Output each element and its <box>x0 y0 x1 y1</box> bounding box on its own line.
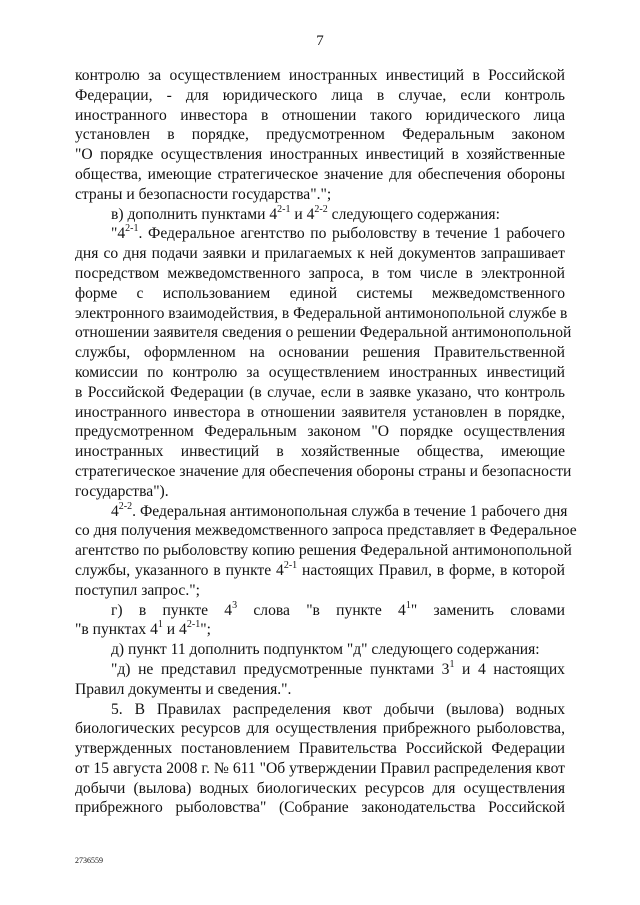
text-run: установлен в порядке, предусмотренном Федеральным законом <box>75 126 565 144</box>
text-run: поступил запрос."; <box>75 581 200 599</box>
text-run: иностранных инвестиций в хозяйственные общества, имеющие <box>75 443 565 461</box>
text-line <box>75 521 577 541</box>
text-line <box>75 66 565 86</box>
text-run: иностранного инвестора в отношении заявителя установлен в порядке, <box>75 403 565 421</box>
text-line <box>75 323 572 343</box>
text-line <box>75 185 565 205</box>
text-line <box>75 363 565 383</box>
text-line <box>75 86 565 106</box>
text-run: страны и безопасности государства"."; <box>75 185 332 203</box>
text-line <box>75 224 565 244</box>
text-run: службы, оформленном на основании решения Правительственной <box>75 344 565 362</box>
text-line <box>75 403 565 423</box>
text-run: "в пунктах 4 <box>75 621 158 639</box>
text-run: иностранного инвестора в отношении такого юридического лица <box>75 106 565 124</box>
text-line <box>75 640 565 660</box>
text-run: . Федеральная антимонопольная служба в течение 1 рабочего дня <box>132 502 568 520</box>
text-run: 5. В Правилах распределения квот добычи (вылова) водных <box>111 700 565 718</box>
text-run: комиссии по контролю за осуществлением иностранных инвестиций <box>75 363 565 381</box>
superscript: 3 <box>232 599 238 611</box>
text-run: и 4 настоящих <box>454 660 565 678</box>
text-run: электронного взаимодействия, в Федеральной антимонопольной службе в <box>75 304 568 322</box>
superscript: 2-1 <box>283 559 298 571</box>
text-run: следующего содержания: <box>327 205 500 223</box>
text-run: отношении заявителя сведения о решении Федеральной антимонопольной <box>75 324 572 342</box>
text-run: государства"). <box>75 482 169 500</box>
superscript: 1 <box>449 658 455 670</box>
text-line <box>75 106 565 126</box>
superscript: 2-2 <box>314 203 328 215</box>
text-run: 4 <box>111 502 119 520</box>
text-line <box>75 601 565 621</box>
text-run: и 4 <box>290 205 315 223</box>
text-run: утвержденных постановлением Правительства Российской Федерации <box>75 740 565 758</box>
text-line <box>75 561 565 581</box>
text-run: предусмотренном Федеральным законом "О порядке осуществления <box>75 423 565 441</box>
text-line <box>75 343 565 363</box>
text-run: д) пункт 11 дополнить подпунктом "д" следующего содержания: <box>111 641 540 659</box>
text-run: стратегическое значение для обеспечения обороны страны и безопасности <box>75 462 572 480</box>
text-line <box>75 125 565 145</box>
text-run: посредством межведомственного запроса, в том числе в электронной <box>75 264 565 282</box>
text-line <box>75 541 572 561</box>
text-line <box>75 798 565 818</box>
text-run: . Федеральное агентство по рыболовству в течение 1 рабочего <box>138 225 565 243</box>
text-line <box>75 482 565 502</box>
text-line <box>75 383 565 403</box>
text-run: "4 <box>111 225 126 243</box>
text-run: дня со дня подачи заявки и прилагаемых к ней документов запрашивает <box>75 245 565 263</box>
text-line <box>75 284 565 304</box>
text-run: " заменить словами <box>410 601 565 619</box>
superscript: 2-1 <box>277 203 291 215</box>
text-run: в Российской Федерации (в случае, если в заявке указано, что контроль <box>75 383 565 401</box>
text-line <box>75 581 565 601</box>
page-number: 7 <box>316 33 324 49</box>
superscript: 1 <box>157 619 163 631</box>
superscript: 2-1 <box>125 223 139 235</box>
text-run: службы, указанного в пункте 4 <box>75 561 284 579</box>
text-line <box>75 779 565 799</box>
text-run: в) дополнить пунктами 4 <box>111 205 278 223</box>
text-line <box>75 165 565 185</box>
text-line <box>75 205 565 225</box>
text-line <box>75 719 565 739</box>
text-run: форме с использованием единой системы межведомственного <box>75 284 565 302</box>
text-run: общества, имеющие стратегическое значение для обеспечения обороны <box>75 165 565 183</box>
text-line <box>75 660 565 680</box>
text-run: и 4 <box>162 621 187 639</box>
document-body <box>75 66 577 818</box>
text-line <box>75 739 565 759</box>
text-run: Правил документы и сведения.". <box>75 680 292 698</box>
text-line <box>75 442 565 462</box>
text-line <box>75 700 565 720</box>
text-run: г) в пункте 4 <box>111 601 233 619</box>
text-line <box>75 244 565 264</box>
footer-document-code: 2736559 <box>75 856 103 865</box>
text-run: "; <box>200 621 211 639</box>
text-run: биологических ресурсов для осуществления прибрежного рыболовства, <box>75 720 565 738</box>
text-line <box>75 620 565 640</box>
text-run: "О порядке осуществления иностранных инвестиций в хозяйственные <box>75 146 565 164</box>
text-run: "д) не представил предусмотренные пунктами 3 <box>111 660 450 678</box>
text-run: настоящих Правил, в форме, в которой <box>297 561 565 579</box>
text-line <box>75 422 565 442</box>
text-run: от 15 августа 2008 г. № 611 "Об утверждении Правил распределения квот <box>75 759 565 777</box>
text-run: контролю за осуществлением иностранных инвестиций в Российской <box>75 67 565 84</box>
text-run: Федерации, - для юридического лица в случае, если контроль <box>75 86 565 104</box>
text-run: агентство по рыболовству копию решения Федеральной антимонопольной <box>75 542 572 560</box>
text-line <box>75 680 565 700</box>
text-line <box>75 304 568 324</box>
text-line <box>75 759 565 779</box>
text-line <box>75 462 572 482</box>
text-line <box>75 500 568 522</box>
text-run: прибрежного рыболовства" (Собрание законодательства Российской <box>75 799 565 817</box>
text-line <box>75 145 565 165</box>
text-run: добычи (вылова) водных биологических ресурсов для осуществления <box>75 779 565 797</box>
superscript: 2-1 <box>186 619 201 631</box>
text-line <box>75 264 565 284</box>
text-run: со дня получения межведомственного запроса представляет в Федеральное <box>75 522 577 540</box>
superscript: 2-2 <box>118 500 133 512</box>
superscript: 1 <box>405 599 411 611</box>
text-run: слова "в пункте 4 <box>237 601 406 619</box>
